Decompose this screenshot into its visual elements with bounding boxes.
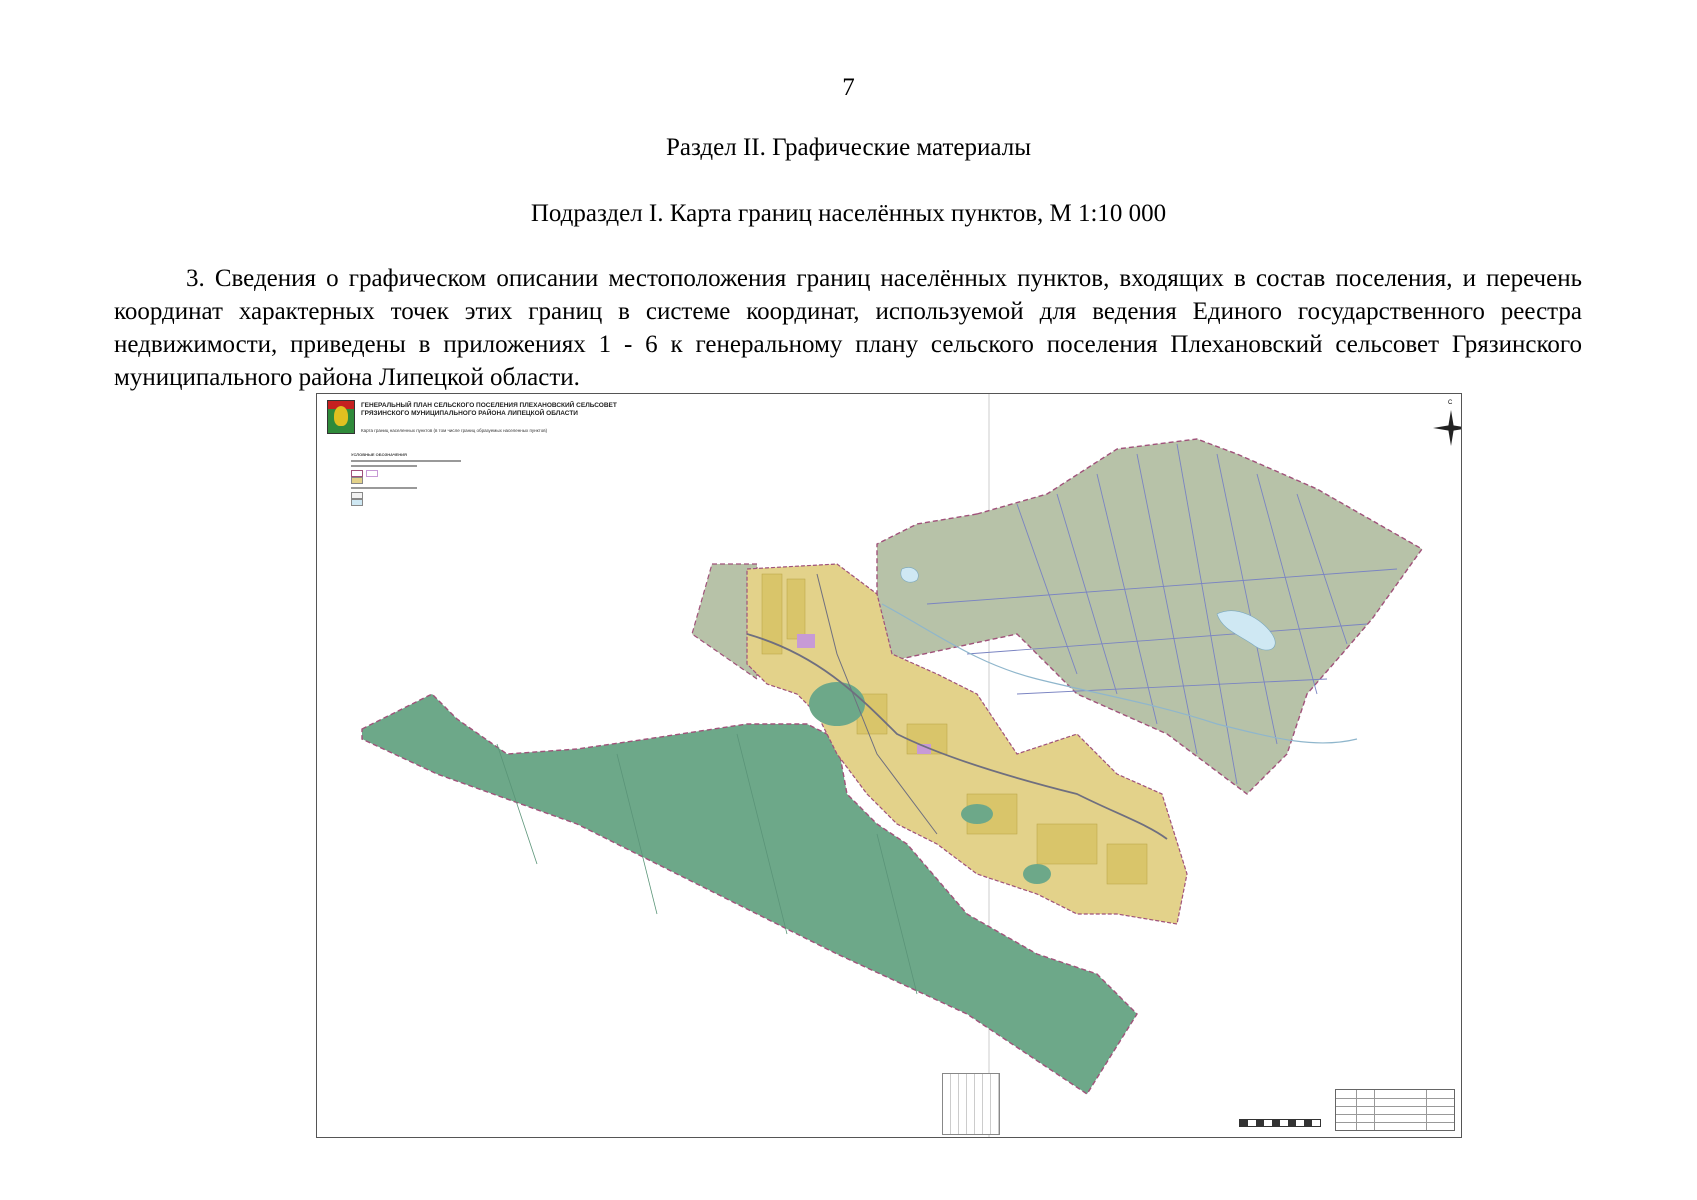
page-number: 7 <box>842 74 855 101</box>
legend-swatch-boundary-alt <box>366 470 378 477</box>
legend-swatch-land <box>351 492 363 499</box>
subsection-title: Подраздел I. Карта границ населённых пунктов, М 1:10 000 <box>530 200 1167 227</box>
coat-of-arms <box>327 400 355 434</box>
map-drawing <box>317 394 1461 1137</box>
scale-bar <box>1239 1119 1321 1127</box>
legend-title: УСЛОВНЫЕ ОБОЗНАЧЕНИЯ <box>351 452 407 457</box>
legend-line <box>351 465 417 467</box>
legend-line <box>351 487 417 489</box>
map-title: ГЕНЕРАЛЬНЫЙ ПЛАН СЕЛЬСКОГО ПОСЕЛЕНИЯ ПЛЕХАНОВСКИЙ СЕЛЬСОВЕТ ГРЯЗИНСКОГО МУНИЦИПАЛЬНОГО РАЙОНА ЛИПЕЦКОЙ ОБЛАСТИ <box>361 402 617 417</box>
legend-swatch-boundary <box>351 470 363 477</box>
legend-swatch-settlement <box>351 477 363 484</box>
title-stamp <box>1335 1089 1455 1131</box>
compass-icon <box>1431 408 1462 448</box>
north-label: С <box>1448 400 1453 406</box>
settlement-boundaries-map <box>316 393 1462 1138</box>
map-subtitle: Карта границ населенных пунктов (в том числе границ образуемых населенных пунктов) <box>361 428 548 433</box>
approval-sheet <box>942 1073 1000 1135</box>
legend-line <box>351 460 461 462</box>
map-legend <box>351 452 461 506</box>
legend-swatch-water <box>351 499 363 506</box>
section-title: Раздел II. Графические материалы <box>665 134 1031 161</box>
body-paragraph: 3. Сведения о графическом описании местоположения границ населённых пунктов, входящих в состав поселения, и перечень координат характерных точек этих границ в системе координат, используемой для ведения Единого государственного реестра недвижимости, приведены в приложениях 1 - 6 к генеральному плану сельского поселения Плехановский сельсовет Грязинского муниципального района Липецкой области. <box>114 265 1582 391</box>
